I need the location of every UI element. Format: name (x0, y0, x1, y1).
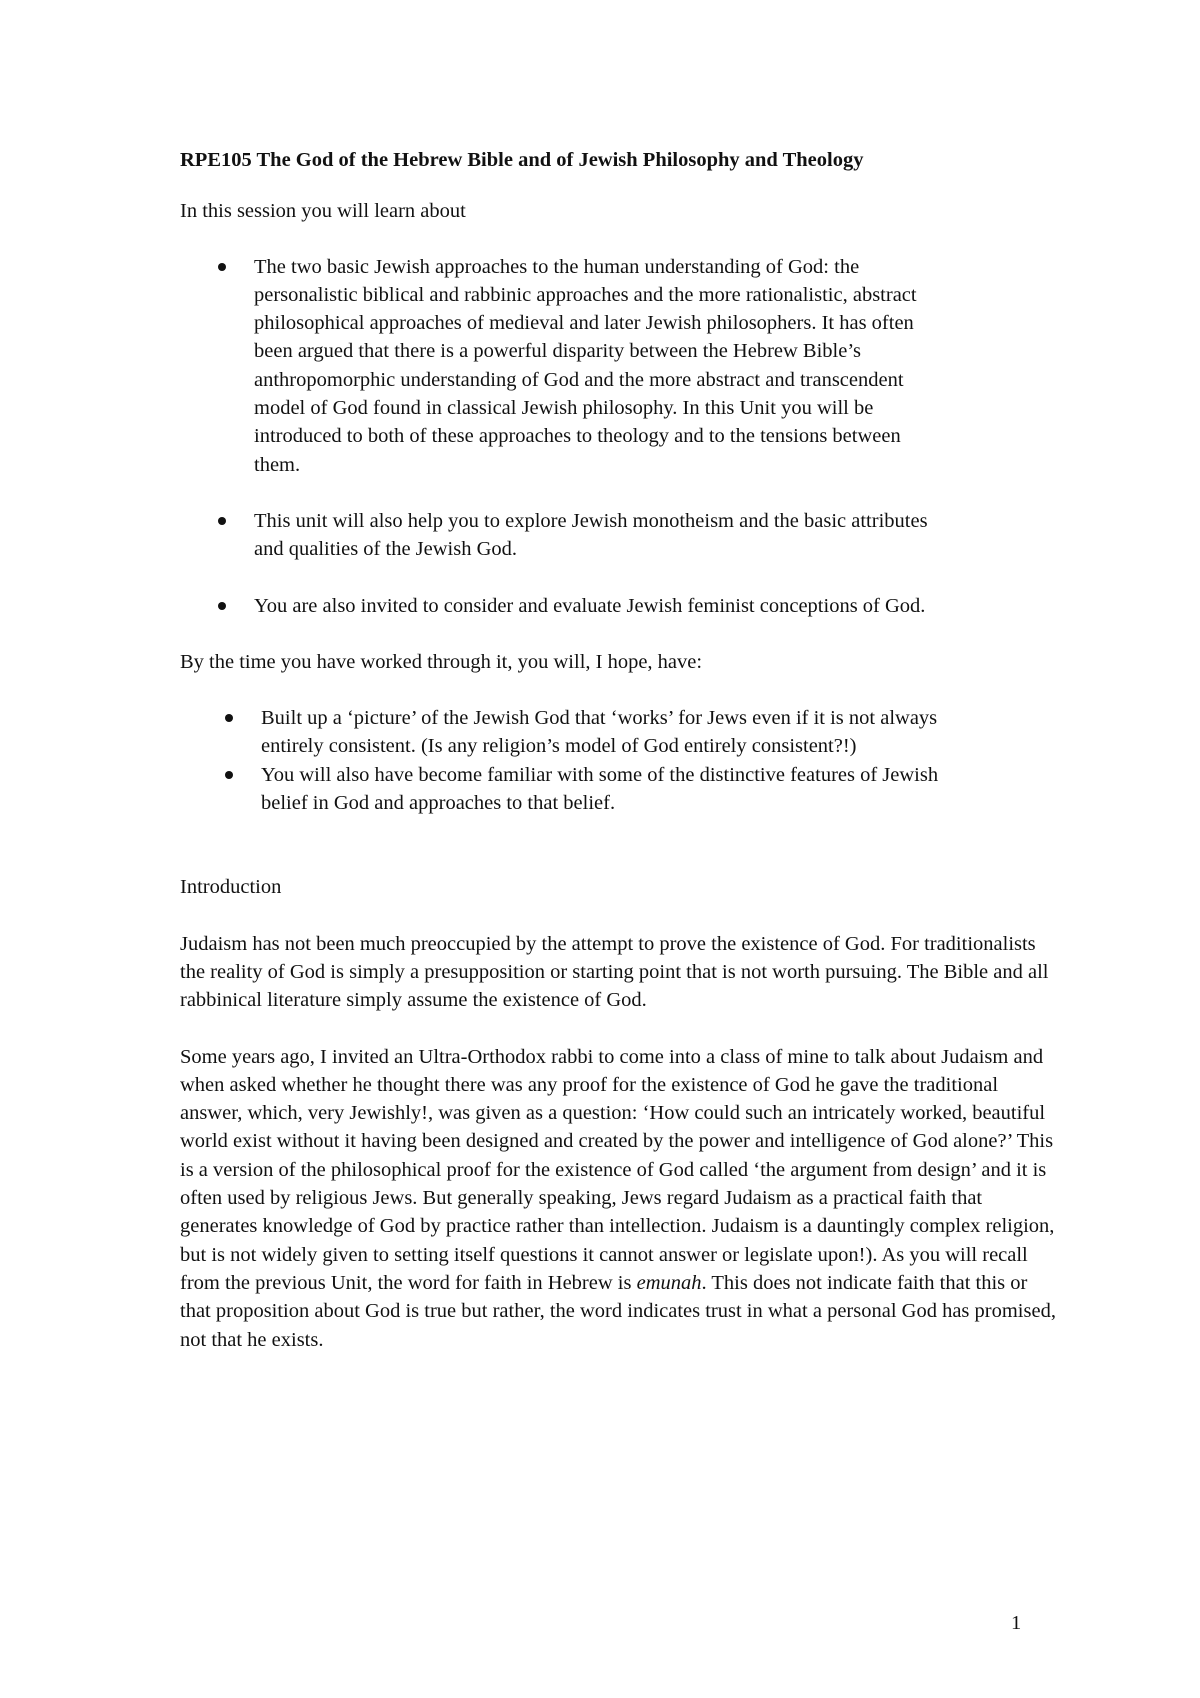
bullet-icon (218, 263, 226, 271)
outcome-list (180, 704, 980, 817)
list-item (180, 253, 940, 479)
list-item (180, 507, 940, 564)
list-item (180, 704, 980, 761)
paragraph-2 (180, 1043, 1060, 1354)
bullet-icon (218, 602, 226, 610)
paragraph-2-text-a: Some years ago, I invited an Ultra-Orthodox rabbi to come into a class of mine to talk about Judaism and when asked whether he thought there was any proof for the existence of God he gave the traditional answer, which, very Jewishly!, was given as a question: ‘How could such an intricately worked, beautiful world exist without it having been designed and created by the power and intelligence of God alone?’ This is a version of the philosophical proof for the existence of God called ‘the argument from design’ and it is often used by religious Jews. But generally speaking, Jews regard Judaism as a practical faith that generates knowledge of God by practice rather than intellection. Judaism is a dauntingly complex religion, but is not widely given to setting itself questions it cannot answer or legislate upon!). As you will recall from the previous Unit, the word for faith in Hebrew is (180, 1045, 1055, 1294)
list-item (180, 761, 980, 818)
introduction-heading: Introduction (180, 876, 282, 899)
outcome-line: By the time you have worked through it, you will, I hope, have: (180, 650, 703, 673)
list-item-text: You will also have become familiar with some of the distinctive features of Jewish belief in God and approaches to that belief. (261, 763, 939, 815)
page-number: 1 (1011, 1612, 1022, 1634)
list-item (180, 592, 940, 620)
list-item-text: This unit will also help you to explore Jewish monotheism and the basic attributes and qualities of the Jewish God. (254, 509, 928, 561)
list-item-text: The two basic Jewish approaches to the human understanding of God: the personalistic biblical and rabbinic approaches and the more rationalistic, abstract philosophical approaches of medieval and later Jewish philosophers. It has often been argued that there is a powerful disparity between the Hebrew Bible’s anthropomorphic understanding of God and the more abstract and transcendent model of God found in classical Jewish philosophy. In this Unit you will be introduced to both of these approaches to theology and to the tensions between them. (254, 255, 917, 476)
paragraph-2-text-b: . This does not indicate faith that this or that proposition about God is true but rather, the word indicates trust in what a personal God has promised, not that he exists. (180, 1271, 1056, 1351)
hebrew-term: emunah (636, 1271, 702, 1294)
list-item-text: You are also invited to consider and evaluate Jewish feminist conceptions of God. (254, 594, 926, 617)
document-body (180, 146, 1060, 1354)
bullet-icon (218, 517, 226, 525)
list-item-text: Built up a ‘picture’ of the Jewish God that ‘works’ for Jews even if it is not always entirely consistent. (Is any religion’s model of God entirely consistent?!) (261, 707, 938, 758)
bullet-icon (225, 714, 233, 722)
document-title: RPE105 The God of the Hebrew Bible and of Jewish Philosophy and Theology (180, 149, 864, 171)
bullet-icon (225, 771, 233, 779)
intro-line: In this session you will learn about (180, 200, 466, 223)
learning-list (180, 253, 940, 620)
paragraph-1: Judaism has not been much preoccupied by the attempt to prove the existence of God. For traditionalists the reality of God is simply a presupposition or starting point that is not worth pursuing. The Bible and all rabbinical literature simply assume the existence of God. (180, 932, 1049, 1012)
